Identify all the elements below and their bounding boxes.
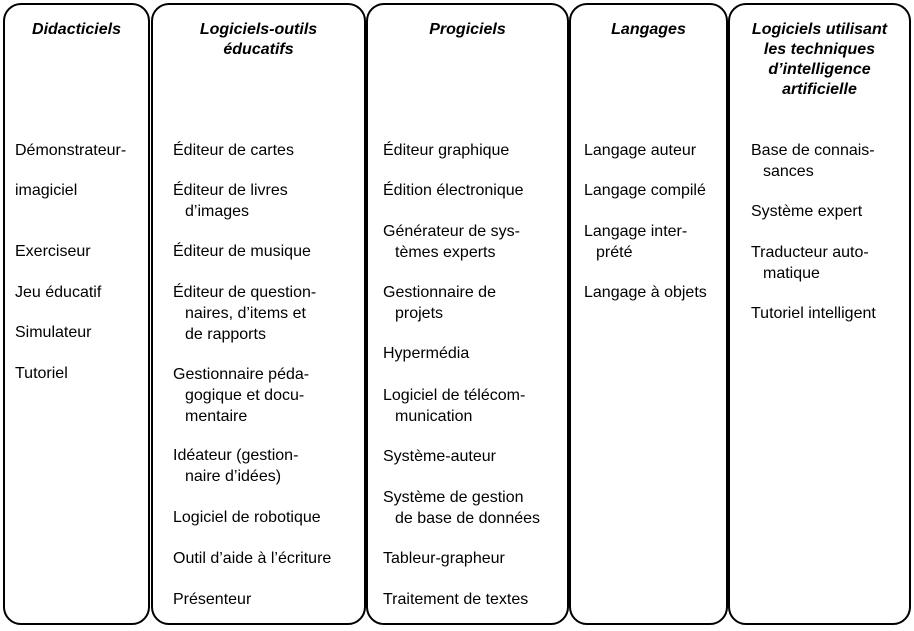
item-text-line: Gestionnaire péda-	[173, 366, 310, 383]
category-item	[173, 548, 331, 569]
item-text-line: gogique et docu-	[185, 387, 305, 404]
column-title: Progiciels	[429, 21, 506, 38]
item-text-line: Système-auteur	[383, 448, 496, 465]
item-text-line: Jeu éducatif	[15, 284, 102, 301]
item-text-line: munication	[395, 408, 473, 425]
category-item	[15, 140, 126, 161]
category-item	[584, 282, 707, 303]
category-item	[15, 180, 77, 201]
item-text-line: Outil d’aide à l’écriture	[173, 550, 332, 567]
item-text-line: de rapports	[185, 326, 266, 343]
category-item	[383, 589, 528, 610]
item-text-line: Langage compilé	[584, 182, 706, 199]
column-title-line: artificielle	[782, 81, 857, 98]
item-text-line: naires, d’items et	[185, 305, 306, 322]
column-title-line: éducatifs	[223, 41, 294, 58]
category-item	[173, 364, 309, 427]
column-title-line: Logiciels-outils	[199, 21, 318, 38]
category-item	[383, 446, 496, 467]
column-title: Didacticiels	[32, 21, 121, 38]
item-text-line: Gestionnaire de	[383, 284, 496, 301]
category-column-2	[151, 3, 366, 625]
category-item	[15, 363, 68, 384]
category-item	[584, 180, 706, 201]
category-item	[173, 140, 294, 161]
item-text-line: matique	[763, 265, 820, 282]
item-text-line: Démonstrateur-	[15, 142, 127, 159]
category-item	[173, 589, 251, 610]
item-text-line: Tableur-grapheur	[383, 550, 505, 567]
item-text-line: Éditeur graphique	[383, 142, 510, 159]
item-text-line: d’images	[185, 203, 250, 220]
category-item	[383, 343, 469, 364]
category-item	[383, 140, 509, 161]
category-item	[383, 385, 525, 427]
category-item	[383, 487, 540, 529]
item-text-line: Logiciel de télécom-	[383, 387, 526, 404]
category-item	[383, 221, 520, 263]
category-item	[173, 180, 288, 222]
category-item	[584, 221, 687, 263]
item-text-line: Idéateur (gestion-	[173, 447, 299, 464]
column-title-line: Logiciels utilisant	[751, 21, 888, 38]
item-text-line: Traducteur auto-	[751, 244, 869, 261]
item-text-line: tèmes experts	[395, 244, 496, 261]
item-text-line: sances	[763, 163, 814, 180]
column-title	[153, 20, 364, 60]
item-text-line: Base de connais-	[751, 142, 875, 159]
item-text-line: Langage auteur	[584, 142, 697, 159]
item-text-line: Exerciseur	[15, 243, 91, 260]
item-text-line: Système expert	[751, 203, 863, 220]
item-text-line: Présenteur	[173, 591, 252, 608]
item-text-line: Logiciel de robotique	[173, 509, 321, 526]
category-column-4	[569, 3, 728, 625]
category-column-3	[366, 3, 569, 625]
item-text-line: Générateur de sys-	[383, 223, 520, 240]
column-title	[730, 20, 909, 100]
item-text-line: imagiciel	[15, 182, 78, 199]
category-column-5	[728, 3, 911, 625]
category-column-1	[3, 3, 150, 625]
item-text-line: de base de données	[395, 510, 541, 527]
item-text-line: Éditeur de livres	[173, 182, 288, 199]
category-item	[173, 507, 321, 528]
category-item	[584, 140, 696, 161]
category-item	[15, 282, 101, 303]
category-item	[383, 180, 524, 201]
item-text-line: Tutoriel intelligent	[751, 305, 876, 322]
column-title-line: d’intelligence	[768, 61, 871, 78]
category-item	[15, 322, 91, 343]
item-text-line: Langage inter-	[584, 223, 688, 240]
category-item	[15, 241, 91, 262]
category-item	[751, 303, 876, 324]
item-text-line: Hypermédia	[383, 345, 470, 362]
item-text-line: Langage à objets	[584, 284, 707, 301]
item-text-line: Système de gestion	[383, 489, 524, 506]
column-title-line: les techniques	[763, 41, 876, 58]
item-text-line: naire d’idées)	[185, 468, 282, 485]
category-item	[173, 241, 311, 262]
item-text-line: Tutoriel	[15, 365, 68, 382]
category-item	[751, 242, 869, 284]
item-text-line: Édition électronique	[383, 182, 524, 199]
item-text-line: prété	[596, 244, 633, 261]
category-item	[751, 201, 862, 222]
column-title: Langages	[611, 21, 686, 38]
category-item	[173, 282, 316, 345]
category-item	[173, 445, 298, 487]
item-text-line: Éditeur de question-	[173, 284, 317, 301]
item-text-line: Éditeur de cartes	[173, 142, 294, 159]
item-text-line: Simulateur	[15, 324, 92, 341]
category-item	[383, 548, 505, 569]
item-text-line: mentaire	[185, 408, 248, 425]
category-item	[751, 140, 875, 182]
category-item	[383, 282, 496, 324]
item-text-line: projets	[395, 305, 444, 322]
item-text-line: Traitement de textes	[383, 591, 529, 608]
item-text-line: Éditeur de musique	[173, 243, 311, 260]
